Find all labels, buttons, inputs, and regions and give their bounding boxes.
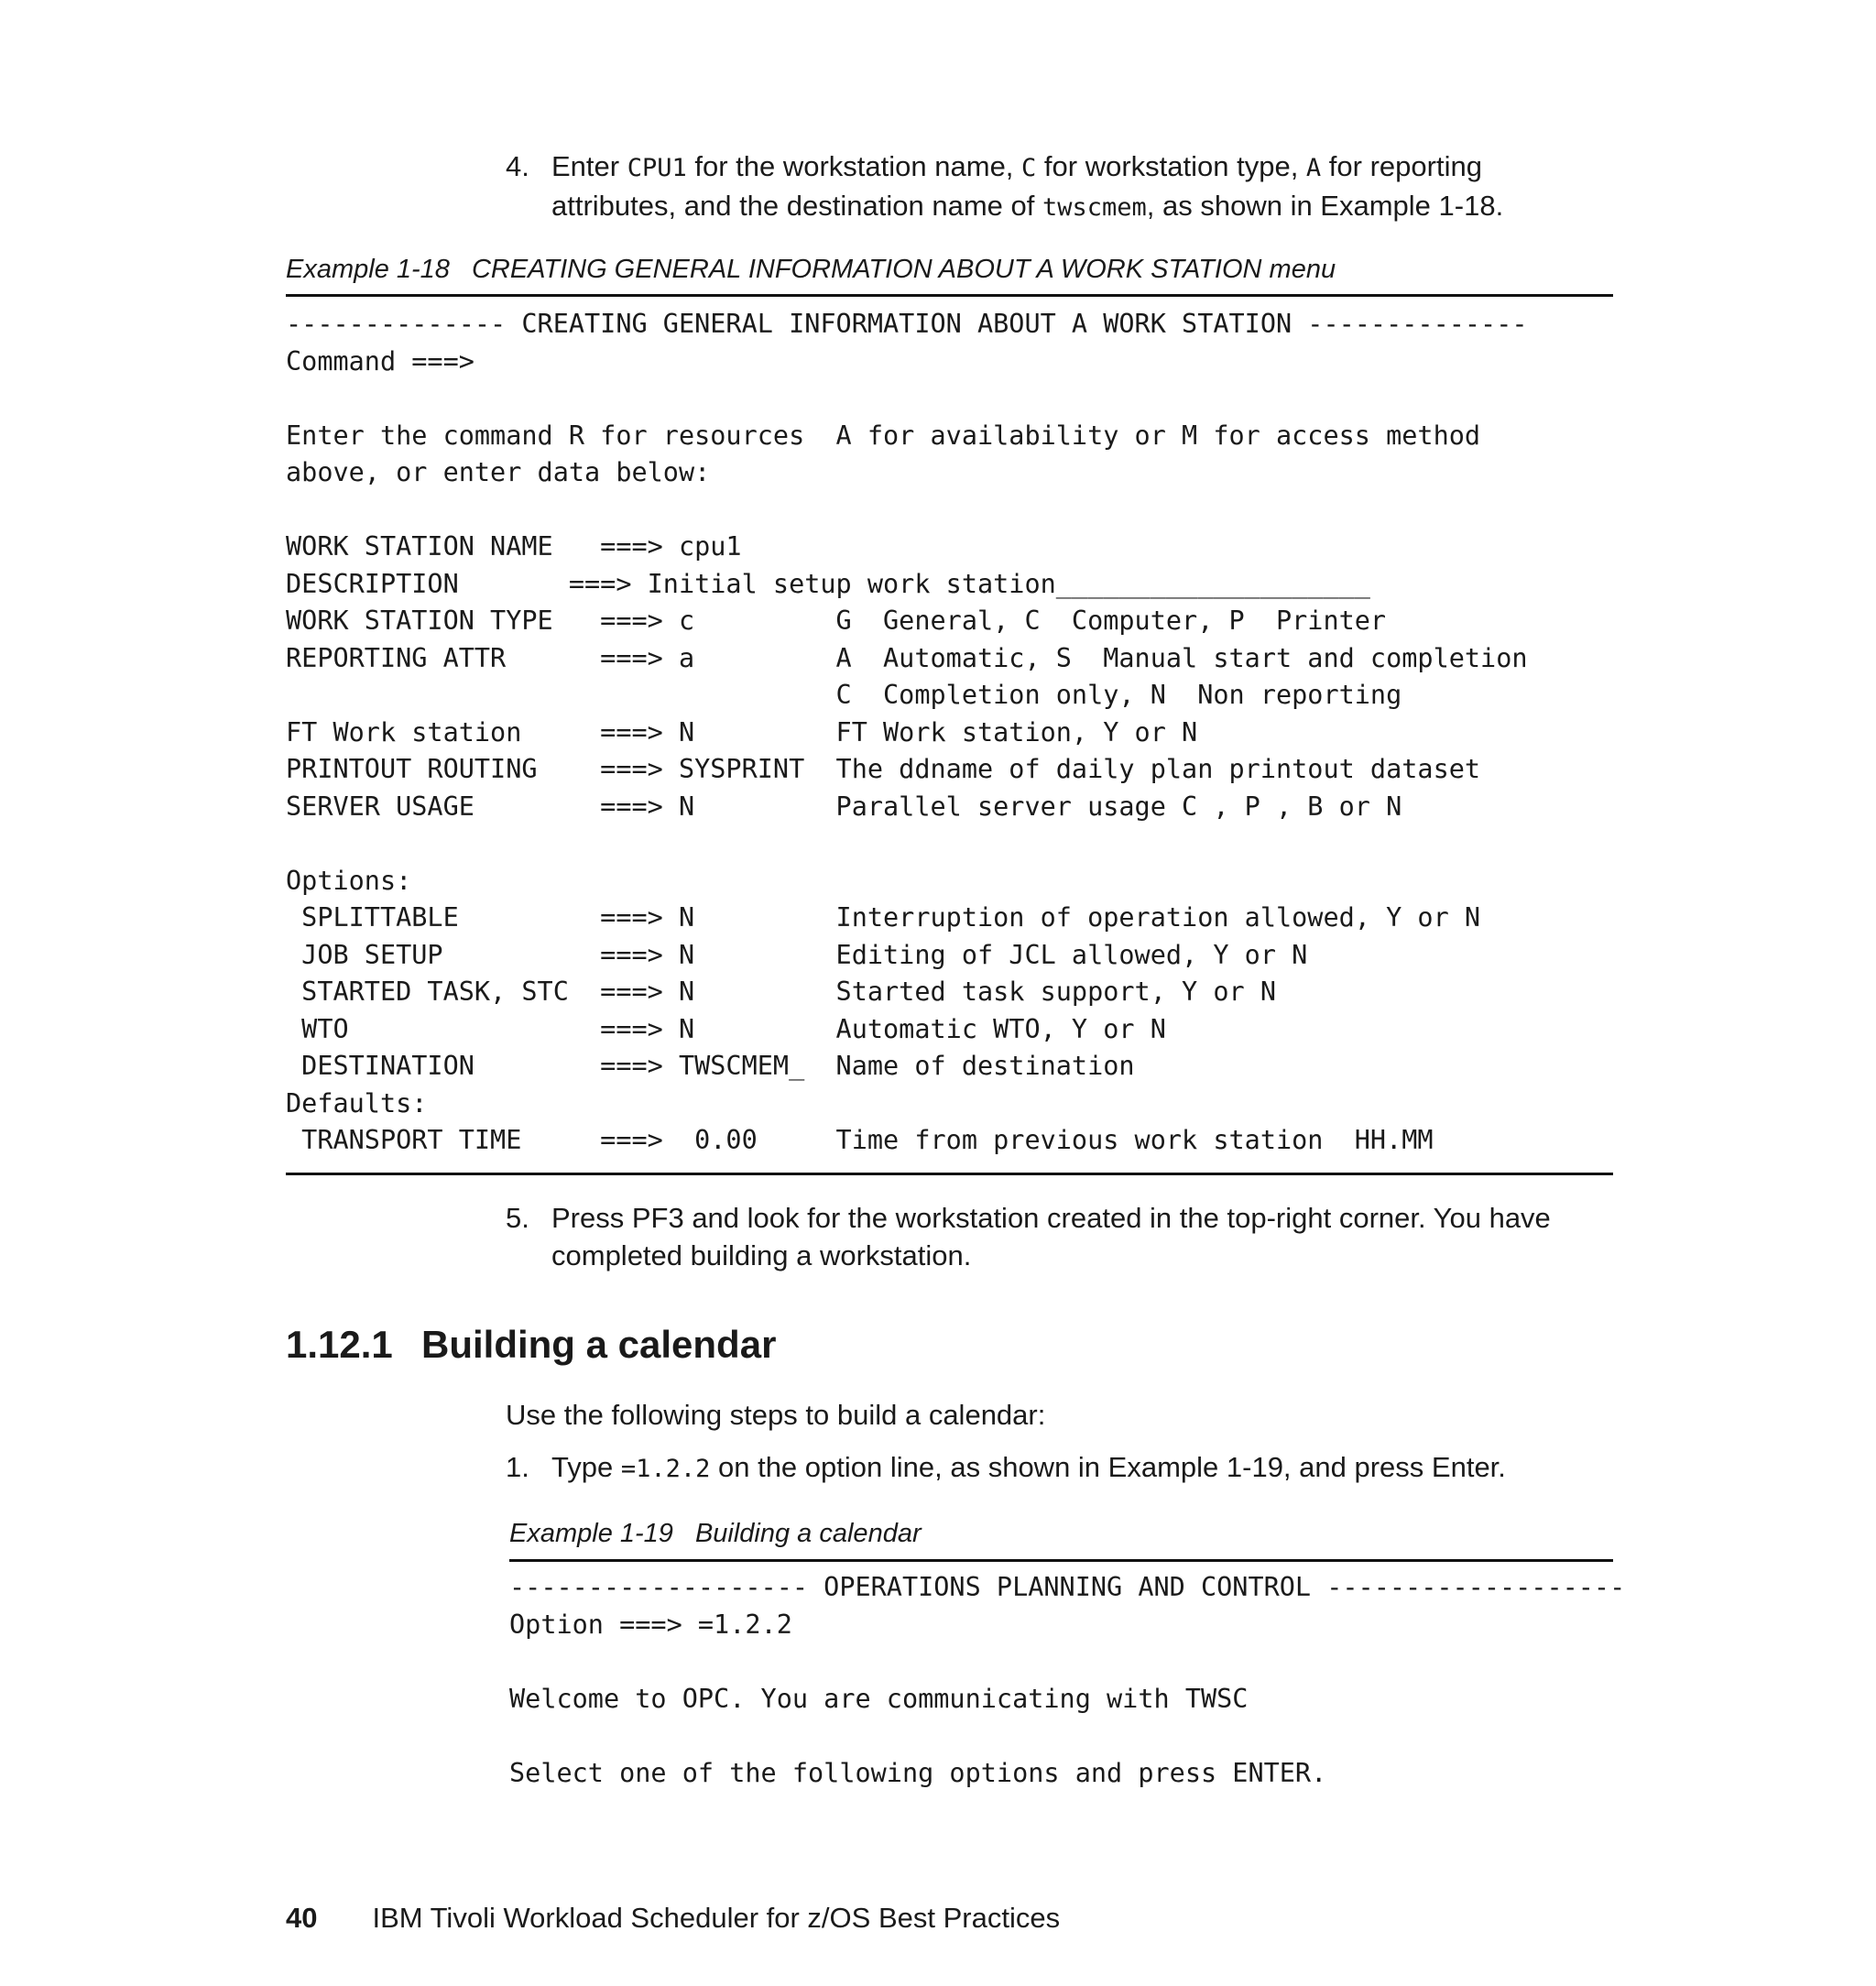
rule-bottom xyxy=(286,1173,1613,1175)
step-5 xyxy=(506,1199,1605,1274)
step-number: 5. xyxy=(506,1202,529,1234)
step-text: Type =1.2.2 on the option line, as shown in Example 1-19, and press Enter. xyxy=(551,1451,1506,1483)
rule-top xyxy=(286,294,1613,297)
inline-code: twscmem xyxy=(1042,193,1147,222)
terminal-screen: ------------------- OPERATIONS PLANNING AND CONTROL ------------------- Option ===> =1.2.2 Welcome to OPC. You are communicating with TWSC Select one of the following options and press ENTER. xyxy=(509,1572,1626,1788)
inline-code: CPU1 xyxy=(627,154,687,182)
example-caption xyxy=(286,253,1336,286)
example-label: Example 1-18 xyxy=(286,255,450,284)
step-4 xyxy=(506,147,1605,226)
step-number: 4. xyxy=(506,150,529,182)
section-heading xyxy=(286,1322,776,1368)
terminal-screen: -------------- CREATING GENERAL INFORMATION ABOUT A WORK STATION -------------- Command ===> Enter the command R for resources A for availability or M for access method above, or enter data below: WORK STATION NAME ===> cpu1 DESCRIPTION ===> Initial setup work station____________________ WORK STATION TYPE ===> c G General, C Computer, P Printer REPORTING ATTR ===> a A Automatic, S Manual start and completion C Completion only, N Non reporting FT Work station ===> N FT Work station, Y or N PRINTOUT ROUTING ===> SYSPRINT The ddname of daily plan printout dataset SERVER USAGE ===> N Parallel server usage C , P , B or N Options: SPLITTABLE ===> N Interruption of operation allowed, Y or N JOB SETUP ===> N Editing of JCL allowed, Y or N STARTED TASK, STC ===> N Started task support, Y or N WTO ===> N Automatic WTO, Y or N DESTINATION ===> TWSCMEM_ Name of destination Defaults: TRANSPORT TIME ===> 0.00 Time from previous work station HH.MM xyxy=(286,309,1528,1155)
page-footer xyxy=(286,1900,1060,1937)
rule-top xyxy=(509,1559,1613,1562)
inline-code: C xyxy=(1021,154,1037,182)
section-title: Building a calendar xyxy=(421,1323,777,1366)
example-label: Example 1-19 xyxy=(509,1519,673,1548)
step-number: 1. xyxy=(506,1451,529,1483)
example-title: Building a calendar xyxy=(694,1519,922,1548)
book-title: IBM Tivoli Workload Scheduler for z/OS Best Practices xyxy=(372,1902,1061,1934)
intro-text: Use the following steps to build a calendar: xyxy=(506,1399,1046,1431)
step-text: Press PF3 and look for the workstation created in the top-right corner. You have completed building a workstation. xyxy=(551,1202,1551,1271)
section-number: 1.12.1 xyxy=(286,1323,393,1366)
example-caption xyxy=(509,1517,922,1550)
inline-code: =1.2.2 xyxy=(620,1455,711,1483)
inline-code: A xyxy=(1305,154,1322,182)
example-title: CREATING GENERAL INFORMATION ABOUT A WORK STATION menu xyxy=(471,255,1336,284)
page-number: 40 xyxy=(286,1902,318,1934)
step-text: Enter CPU1 for the workstation name, C for workstation type, A for reporting attributes, and the destination name of twscmem, as shown in Example 1-18. xyxy=(551,150,1504,222)
step-1 xyxy=(506,1448,1605,1488)
